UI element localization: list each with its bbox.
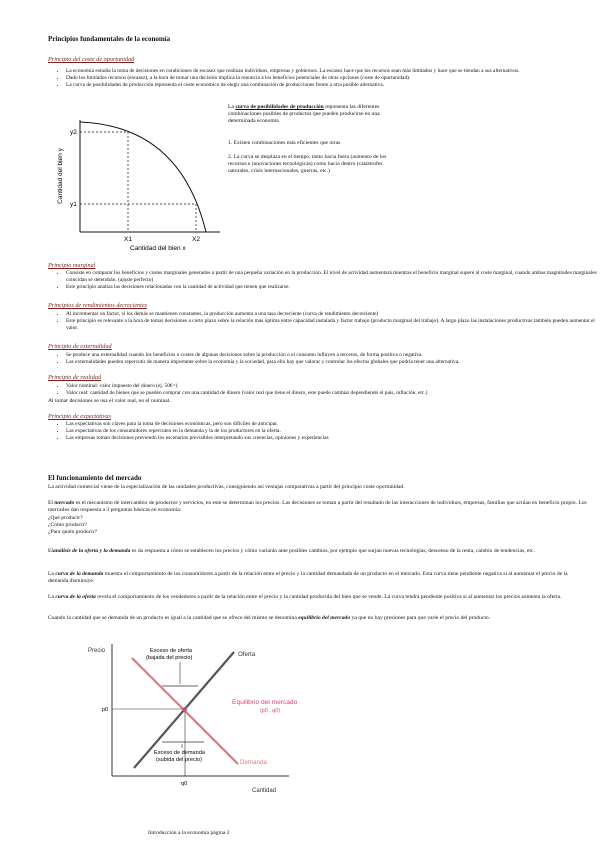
term-equilibrio: equilibrio del mercado — [298, 615, 351, 621]
supply-demand-chart — [84, 640, 304, 800]
rendimientos-list — [50, 311, 600, 331]
demand-label: Demanda — [240, 759, 267, 766]
mercado-heading: El funcionamiento del mercado — [48, 474, 142, 482]
list-item: • Valor real: cantidad de bienes que se pueden comprar con una cantidad de dinero (valor real que tiene el dinero, este puede cambiar dependiendo el país, inflación, etc.) — [66, 390, 600, 397]
list-item: • Dado los limitados recursos (escasez), a la hora de tomar una decisión implica la renuncia a los beneficios potenciales de otras opciones (coste de oportunidad). — [66, 75, 600, 82]
excess-supply-sub: (bajada del precio) — [146, 655, 193, 661]
list-item: • La curva de posibilidades de producción representa el coste económico de elegir una combinación de producciones frente a otra posible alternativa. — [66, 82, 600, 89]
coste-list — [50, 68, 600, 88]
list-item: • Este principio es relevante a la hora de tomar decisiones a corto plazo sobre la relación más óptima entre capacidad instalada y factor trabajo (producto marginal del trabajo). A largo plazo las instalaciones productivas también pueden aumentar el valor. — [66, 318, 600, 332]
ppf-description: La curva de posibilidades de producción representa las diferentes combinaciones posibles de productos que pueden producirse en una determinada economía — [228, 104, 380, 125]
expectativas-list — [50, 421, 600, 441]
sd-qty-label: Cantidad — [252, 788, 277, 794]
excess-demand-sub: (subida del precio) — [156, 757, 203, 763]
excess-supply-label: Exceso de oferta — [150, 648, 192, 654]
term-mercado: mercado — [54, 500, 75, 506]
ppf-x2-label: X2 — [192, 236, 200, 243]
ppf-y1-label: y1 — [70, 201, 77, 208]
marginal-list — [50, 270, 600, 290]
realidad-note: Al tomar decisiones se usa el valor real, no el nominal. — [48, 398, 171, 404]
excess-demand-label: Exceso de demanda — [154, 750, 205, 756]
ppf-curve — [80, 122, 206, 232]
ppf-chart — [50, 112, 225, 257]
list-item: • Consiste en comparar los beneficios y costes marginales generados a partir de una pequeña variación en la producción. El nivel de actividad aumentará mientras el beneficio marginal supere al coste marginal, cuando ambas magnitudes marginales coincidan se detendrán. (ajuste perfecto) — [66, 270, 600, 284]
mercado-paragraph-3: La curva de la demanda muestra el comportamiento de los consumidores a partir de la relación entre el precio y la cantidad demandada de un producto en el mercado. Esta curva tiene pendiente negativa si al aumentar el precio de la demanda disminuye. — [48, 571, 568, 585]
list-item: • La economía estudia la toma de decisiones en condiciones de escasez que realizan individuos, empresas y gobiernos. La escasez hace que los recursos sean más limitados y hace que se tiendan a sus alternativos. — [66, 68, 600, 75]
section-heading-expectativas: Principio de expectativas — [48, 413, 111, 420]
question-3: ¿Para quién producir? — [48, 529, 98, 535]
sd-price-label: Precio — [88, 648, 106, 654]
section-heading-externalidad: Principio de externalidad — [48, 343, 112, 350]
equilibrium-point — [183, 707, 187, 711]
section-heading-realidad: Principio de realidad — [48, 374, 102, 381]
ppf-x1-label: X1 — [124, 236, 132, 243]
ppf-y2-label: y2 — [70, 129, 77, 136]
supply-label: Oferta — [238, 651, 256, 658]
mercado-intro: La actividad comercial viene de la especialización de las unidades productivas, consiguiendo así ventajas comparativas a partir del principio coste oportunidad. — [48, 484, 405, 490]
page-footer: Introducción a la economía página 2 — [148, 830, 230, 836]
ppf-xlabel: Cantidad del bien x — [130, 245, 186, 252]
list-item: • Las externalidades pueden repercutir de manera importante sobre la economía y la sociedad, para ello hay que valorar y controlar los efectos globales que podría tener una alternativa. — [66, 359, 600, 366]
mercado-paragraph-2: Elanálisis de la oferta y la demanda es da respuesta a cómo se establecen los precios y cómo variarán ante posibles cambios, por ejemplo que surjan nuevas tecnologías, descenso de la renta, cambio de tendencias, etc. — [48, 548, 535, 554]
list-item: • Las expectativas de los consumidores repercuten en la demanda y la de los productores en la oferta. — [66, 428, 600, 435]
externalidad-list — [50, 352, 600, 366]
question-2: ¿Cómo producir? — [48, 522, 87, 528]
list-item: • Las expectativas son claves para la toma de decisiones económicas, pero son difíciles de anticipar. — [66, 421, 600, 428]
list-item: • Este principio analiza las decisiones relacionadas con la cantidad de actividad que tienen que realizarse. — [66, 284, 600, 291]
mercado-paragraph-4: La curva de la oferta revela el comportamiento de los vendedores a partir de la relación entre el precio y la cantidad producida del bien que se vende. La curva tendrá pendiente positiva si al aumentar los precios aumenta la oferta. — [48, 594, 562, 600]
list-item: • Se produce una externalidad cuando los beneficios o costes de algunas decisiones sobre la producción o el consumo influyen a terceros, de forma positiva o negativa. — [66, 352, 600, 359]
p0-label: p0 — [102, 707, 109, 713]
question-1: ¿Qué producir? — [48, 515, 83, 521]
ppf-point-2: 2. La curva se desplaza en el tiempo, tanto hacia fuera (aumento de los recursos e innovaciones tecnológicas) como hacia dentro (catástrofes naturales, crisis internacionales, guerras, etc.) — [228, 154, 387, 175]
list-item: • Valor nominal: valor impuesto del dinero (ej. 50€=) — [66, 383, 600, 390]
q0-label: q0 — [181, 781, 188, 787]
section-heading-coste: Principio del coste de oportunidad — [48, 56, 135, 63]
mercado-paragraph-1: El mercado es el mecanismo de intercambio de productos y servicios, en este se determinan los precios. Las decisiones se toman a partir del resultado de las interacciones de individuos, empresas, familias que actúan en beneficio propio. Los mercados dan respuesta a 3 preguntas básicas en economía: — [48, 500, 587, 514]
equilibrium-label: Equilibrio del mercado — [232, 699, 298, 706]
realidad-list — [50, 383, 600, 397]
mercado-paragraph-5: Cuando la cantidad que se demanda de un producto es igual a la cantidad que se ofrece del mismo se denomina equilibrio del mercado ya que no hay presiones para que varíe el precio del producto. — [48, 615, 491, 621]
page-title: Principios fundamentales de la economía — [48, 35, 171, 43]
ppf-point-1: 1. Existen combinaciones más eficientes que otras — [228, 140, 341, 146]
equilibrium-sub: (p0 , q0) — [260, 708, 281, 714]
list-item: • Las empresas toman decisiones previendo los escenarios previsibles interpretando sus creencias, opiniones y experiencias — [66, 435, 600, 442]
section-heading-rendimientos: Principios de rendimientos decrecientes — [48, 302, 148, 309]
ppf-term: curva de posibilidades de producción — [235, 104, 324, 110]
ppf-ylabel: Cantidad del bien y — [57, 148, 64, 204]
list-item: • Al incrementar un factor, si los demás se mantienen constantes, la producción aumenta a una tasa decreciente (curva de rendimiento decreciente) — [66, 311, 600, 318]
term-demanda: curva de la demanda — [55, 571, 104, 577]
term-analisis: análisis de la oferta y la demanda — [52, 548, 131, 554]
term-oferta: curva de la oferta — [55, 594, 96, 600]
section-heading-marginal: Principio marginal — [48, 262, 96, 269]
